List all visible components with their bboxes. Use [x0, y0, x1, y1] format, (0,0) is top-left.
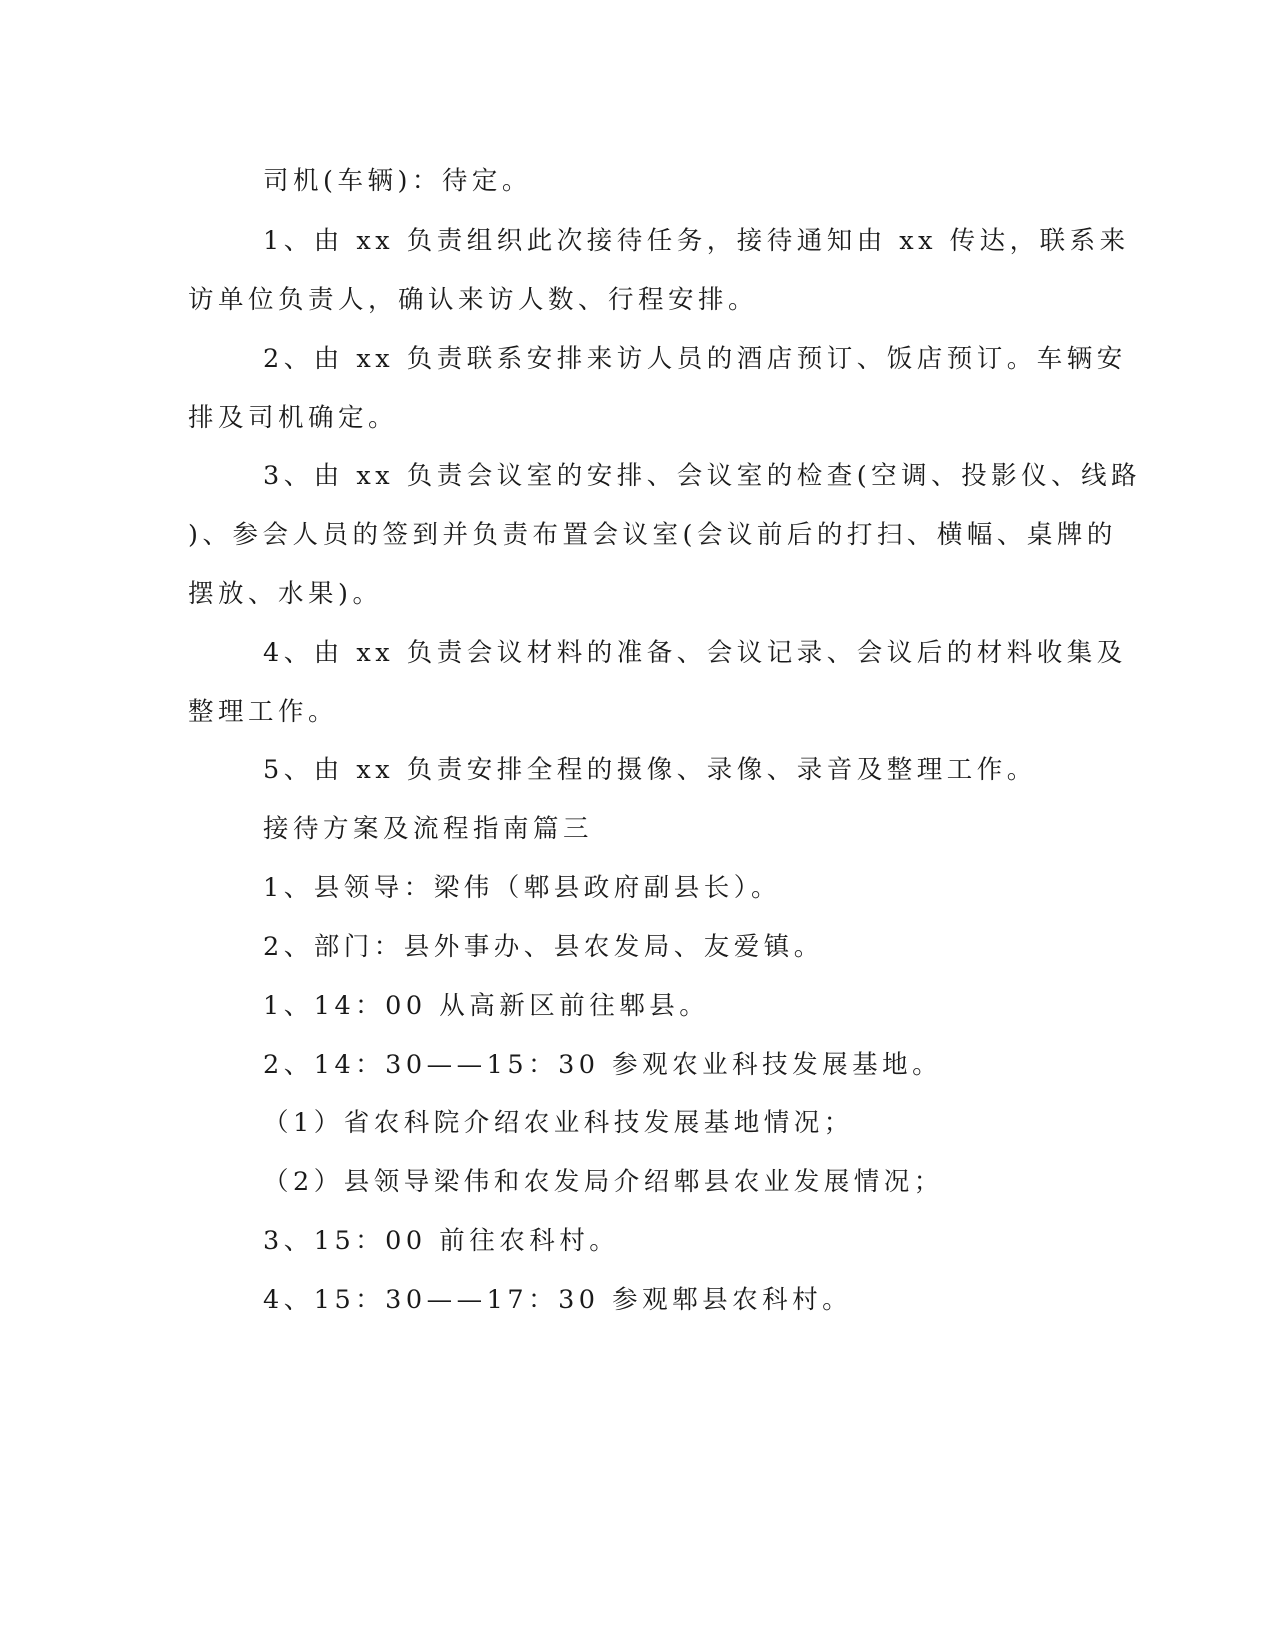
line-item-3b: )、参会人员的签到并负责布置会议室(会议前后的打扫、横幅、桌牌的 — [188, 520, 1117, 550]
line-sub-1: （1）省农科院介绍农业科技发展基地情况； — [263, 1108, 854, 1138]
line-item-5: 5、由 xx 负责安排全程的摄像、录像、录音及整理工作。 — [263, 755, 1037, 785]
line-item-1a: 1、由 xx 负责组织此次接待任务，接待通知由 xx 传达，联系来 — [263, 226, 1130, 256]
line-schedule-3: 3、15：00 前往农科村。 — [263, 1226, 620, 1256]
line-item-3c: 摆放、水果)。 — [188, 579, 383, 609]
line-sub-2: （2）县领导梁伟和农发局介绍郫县农业发展情况； — [263, 1167, 944, 1197]
line-item-2b: 排及司机确定。 — [188, 403, 399, 433]
line-leader: 1、县领导：梁伟（郫县政府副县长）。 — [263, 873, 781, 903]
line-schedule-2: 2、14：30——15：30 参观农业科技发展基地。 — [263, 1050, 943, 1080]
section-heading: 接待方案及流程指南篇三 — [263, 814, 594, 844]
line-schedule-1: 1、14：00 从高新区前往郫县。 — [263, 991, 710, 1021]
line-item-2a: 2、由 xx 负责联系安排来访人员的酒店预订、饭店预订。车辆安 — [263, 344, 1127, 374]
line-item-4a: 4、由 xx 负责会议材料的准备、会议记录、会议后的材料收集及 — [263, 638, 1127, 668]
line-item-3a: 3、由 xx 负责会议室的安排、会议室的检查(空调、投影仪、线路 — [263, 461, 1142, 491]
line-item-1b: 访单位负责人，确认来访人数、行程安排。 — [188, 285, 759, 315]
line-item-4b: 整理工作。 — [188, 697, 339, 727]
line-departments: 2、部门：县外事办、县农发局、友爱镇。 — [263, 932, 824, 962]
line-driver: 司机(车辆)：待定。 — [263, 166, 532, 196]
line-schedule-4: 4、15：30——17：30 参观郫县农科村。 — [263, 1285, 853, 1315]
